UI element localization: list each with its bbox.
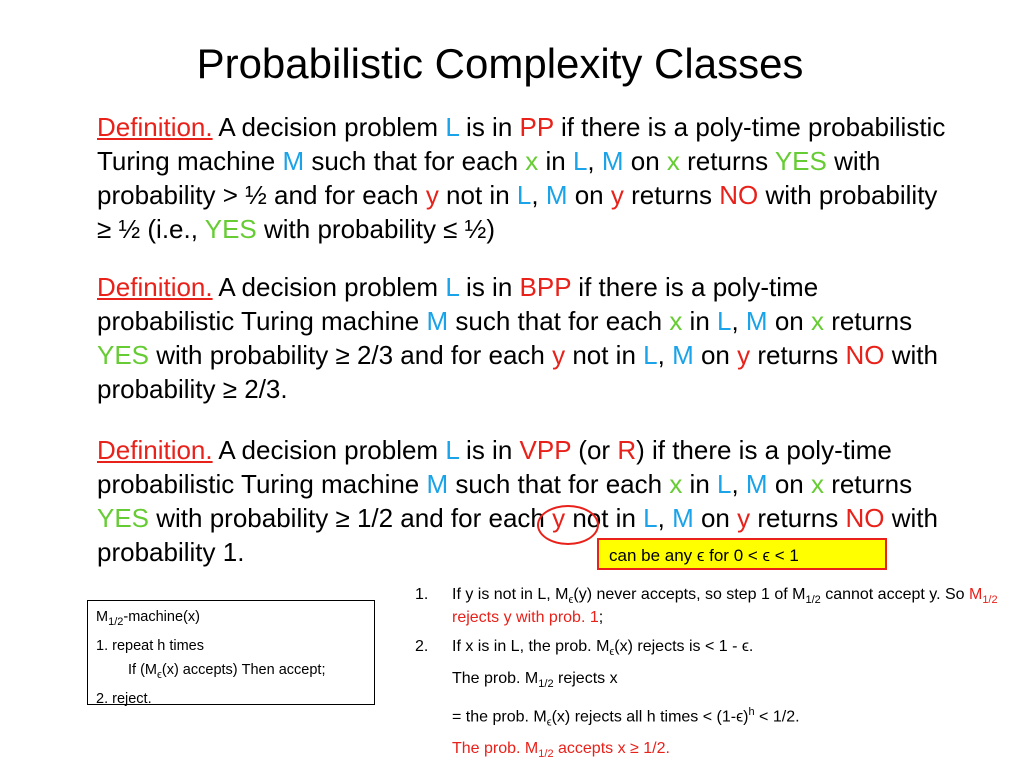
definition-bpp: Definition. A decision problem L is in BPP if there is a poly-time probabilistic Turing machine M such that for each x in L, M on x returns YES with probability ≥ 2/3 and for each y not in L, M on y returns NO with probability ≥ 2/3. [97,272,938,404]
half-highlight-circle [537,505,599,545]
class-name-r: R [617,435,637,465]
class-name-vpp: VPP [519,435,572,465]
definition-pp: Definition. A decision problem L is in PP if there is a poly-time probabilistic Turing machine M such that for each x in L, M on x returns YES with probability > ½ and for each y not in L, M on y returns NO with probability ≥ ½ (i.e., YES with probability ≤ ½) [97,112,946,244]
class-name-bpp: BPP [519,272,572,302]
proof-conclusion: The prob. $M_{1/2}$ accepts x ≥ 1/2. [452,740,670,761]
proof-line: The prob. $M_{1/2}$ rejects x [452,670,618,691]
epsilon-callout: can be any ϵ for 0 < ϵ < 1 [597,538,887,570]
proof-item: 1. If y is not in L, $M_\epsilon(y)$ never accepts, so step 1 of $M_{1/2}$ cannot accept y. So $M_{1/2}$ rejects y with prob. 1; [415,586,998,627]
proof-item: 2. If x is in L, the prob. $M_\epsilon(x)$ rejects is < 1 - ϵ. [415,638,754,659]
machine-line: 1. repeat h times [96,637,204,654]
definition-vpp: Definition. A decision problem L is in VPP (or R) if there is a poly-time probabilistic Turing machine M such that for each x in L, M on x returns YES with probability ≥ 1/2 and for each y not in L, M on y returns NO with probability 1. [97,435,938,567]
proof-list [415,586,1015,763]
machine-line: If ($M_\epsilon(x)$ accepts) Then accept; [128,661,326,681]
machine-definition-box [87,600,375,705]
definition-label: Definition. [97,112,213,142]
definition-label: Definition. [97,435,213,465]
proof-line: = the prob. $M_\epsilon(x)$ rejects all h times < $(1-\epsilon)^h < 1/2$. [452,705,800,729]
slide-title: Probabilistic Complexity Classes [196,40,804,87]
definition-label: Definition. [97,272,213,302]
machine-line: 2. reject. [96,690,152,707]
class-name-pp: PP [519,112,554,142]
machine-name: $M_{1/2}-machine(x)$ [96,609,200,628]
